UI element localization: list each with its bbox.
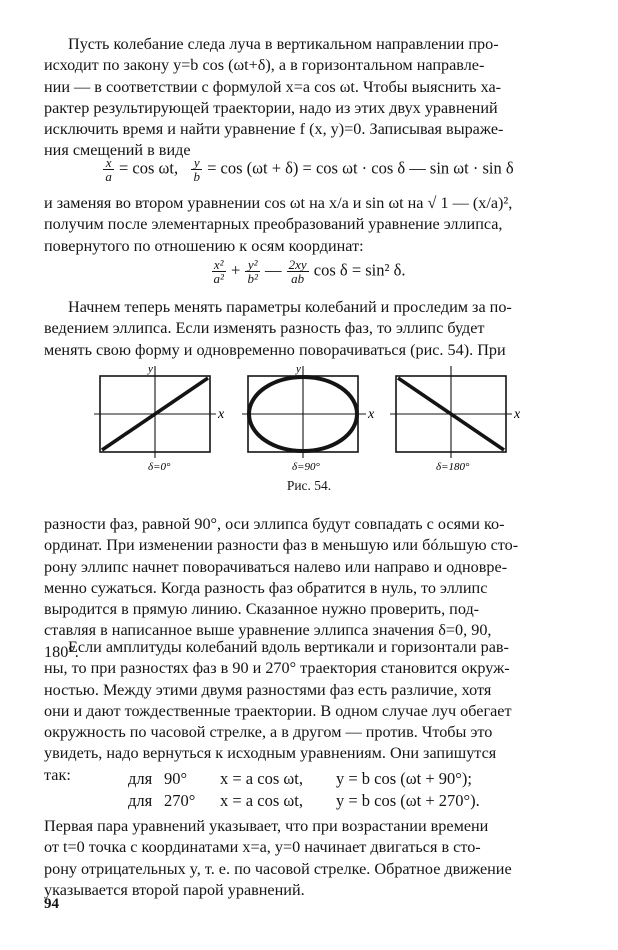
text-line: Если амплитуды колебаний вдоль вертикали и горизонтали рав- <box>68 638 509 656</box>
text-line: рактер результирующей траектории, надо из этих двух уравнений <box>44 98 498 117</box>
figure-54 <box>92 362 532 474</box>
figure-panel-delta-180 <box>388 362 532 474</box>
text-line: ординат. При изменении разности фаз в меньшую или бóльшую сто- <box>44 536 519 555</box>
circle-equations <box>128 768 548 812</box>
fraction: $\frac{2xy}{ab}$ <box>288 257 307 286</box>
text-line: и заменяя во втором уравнении cos ωt на x/a и sin ωt на √ 1 — (x/a)², <box>44 194 513 212</box>
fraction: $\frac{\text{x²}}{\text{a²}}$ <box>213 257 224 286</box>
text-line: увидеть, надо вернуться к исходным уравнениям. Они запишутся <box>44 744 497 763</box>
text-line: они и дают тождественные траектории. В одном случае луч обегает <box>44 701 512 720</box>
formula-displacements: $\frac{x}{a}$ = cos ωt, $\frac{y}{b}$ = cos (ωt + δ) = cos ωt · cos δ — sin ωt · sin δ <box>105 155 514 184</box>
phase-label: δ=180° <box>436 461 470 473</box>
paragraph-5 <box>44 637 572 786</box>
text-line: повернутого по отношению к осям координат: <box>44 236 364 255</box>
text-line: разности фаз, равной 90°, оси эллипса будут совпадать с осями ко- <box>44 515 505 533</box>
text-line: рону отрицательных y, т. е. по часовой стрелке. Обратное движение <box>44 859 512 878</box>
text-line: исходит по закону y=b cos (ωt+δ), а в горизонтальном направле- <box>44 56 485 75</box>
text-line: 180°. <box>44 642 79 661</box>
text-line: выродится в прямую линию. Сказанное нужно проверить, под- <box>44 600 480 619</box>
text-line: ностью. Между этими двумя разностями фаз есть различие, хотя <box>44 680 492 699</box>
figure-panel-delta-0 <box>92 362 232 474</box>
text-line: менять свою форму и одновременно поворачиваться (рис. 54). При <box>44 340 506 359</box>
figure-panel-delta-90 <box>240 362 388 474</box>
equation-row: для 90° x = a cos ωt, y = b cos (ωt + 90°); <box>128 769 472 788</box>
text-line: рону эллипс начнет поворачиваться налево или направо и одновре- <box>44 557 508 576</box>
x-axis-label: x <box>368 407 375 422</box>
x-axis-label: x <box>514 407 521 422</box>
text-line: ведением эллипса. Если изменять разность фаз, то эллипс будет <box>44 319 485 338</box>
phase-label: δ=0° <box>148 461 171 473</box>
fraction: $\frac{x}{a}$ <box>105 155 112 184</box>
text-line: Первая пара уравнений указывает, что при возрастании времени <box>44 817 489 835</box>
text-line: менно сужаться. Когда разность фаз обратится в нуль, то эллипс <box>44 578 488 597</box>
paragraph-3 <box>44 297 572 361</box>
text-line: ния смещений в виде <box>44 141 191 160</box>
equation-row: для 270° x = a cos ωt, y = b cos (ωt + 270°). <box>128 791 480 810</box>
y-axis-label: y <box>148 363 153 375</box>
text-line: ставляя в написанное выше уравнение эллипса значения δ=0, 90, <box>44 621 492 640</box>
text-line: Начнем теперь менять параметры колебаний и проследим за по- <box>68 298 512 316</box>
page-number: 94 <box>44 896 59 912</box>
phase-label: δ=90° <box>292 461 320 473</box>
text-line: Пусть колебание следа луча в вертикальном направлении про- <box>68 35 499 53</box>
paragraph-6 <box>44 816 572 901</box>
paragraph-1 <box>44 34 572 162</box>
y-axis-label: y <box>296 363 301 375</box>
fraction: $\frac{y}{b}$ <box>193 155 200 184</box>
fraction: $\frac{\text{y²}}{\text{b²}}$ <box>247 257 258 286</box>
text-line: получим после элементарных преобразований уравнение эллипса, <box>44 215 503 234</box>
formula-ellipse: $\frac{\text{x²}}{\text{a²}}$ + $\frac{\text{y²}}{\text{b²}}$ — $\frac{2xy}{ab}$ cos δ = sin² δ. <box>213 257 406 286</box>
text-line: от t=0 точка с координатами x=a, y=0 начинает двигаться в сто- <box>44 838 481 857</box>
text-line: указывается второй парой уравнений. <box>44 880 305 899</box>
text-line: нии — в соответствии с формулой x=a cos ωt. Чтобы выяснить ха- <box>44 77 502 96</box>
text-line: окружность по часовой стрелке, а в другом — против. Чтобы это <box>44 723 493 742</box>
x-axis-label: x <box>218 407 225 422</box>
paragraph-2 <box>44 193 572 257</box>
figure-caption: Рис. 54. <box>286 478 332 493</box>
text-line: так: <box>44 765 71 784</box>
text-line: ны, то при разностях фаз в 90 и 270° траектория становится окруж- <box>44 659 510 678</box>
text-line: исключить время и найти уравнение f (x, y)=0. Записывая выраже- <box>44 120 504 139</box>
